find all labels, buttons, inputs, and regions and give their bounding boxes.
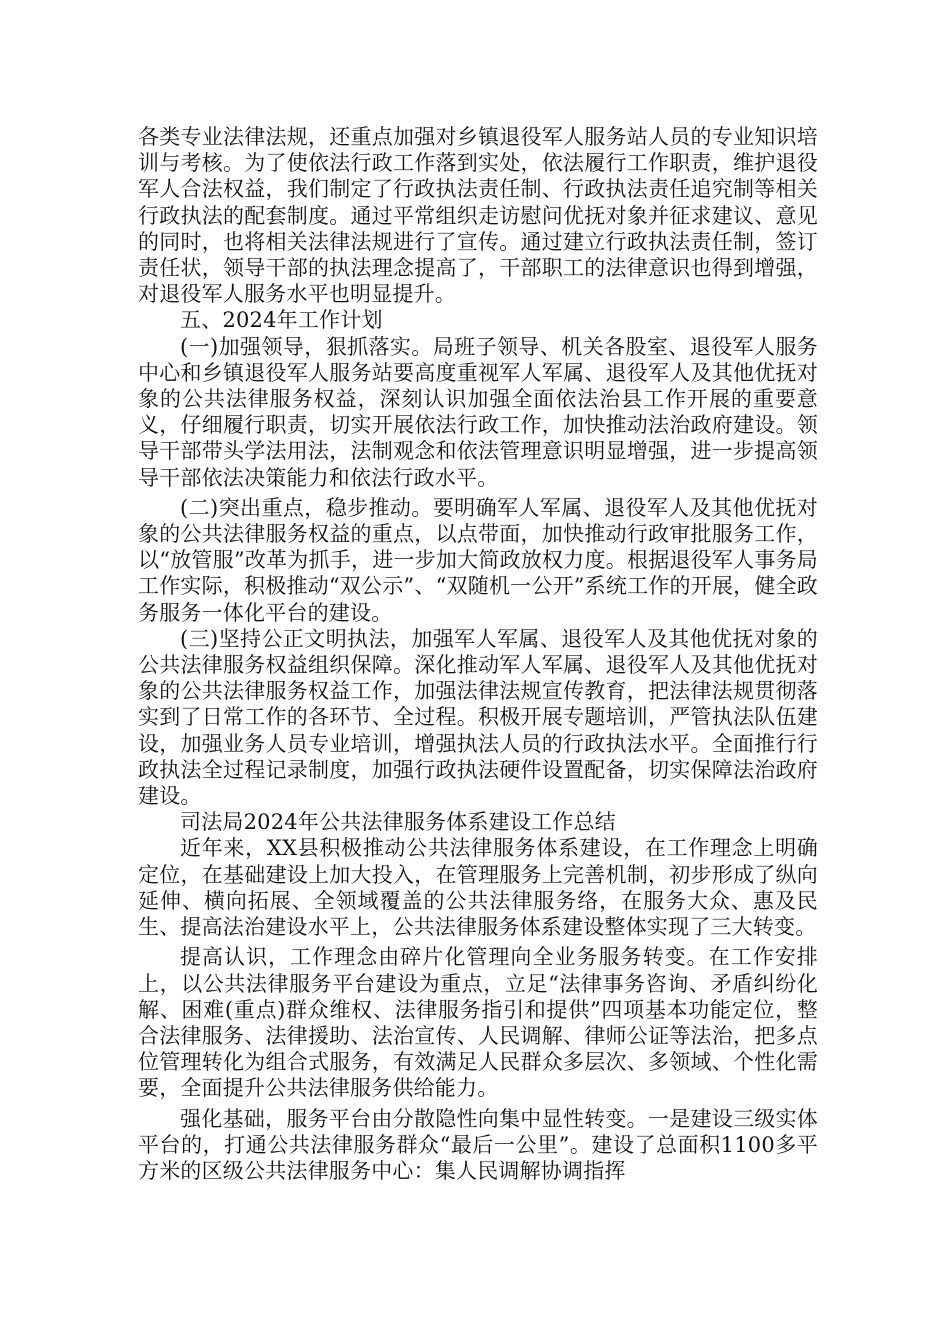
document-title: 司法局2024年公共法律服务体系建设工作总结 [180,810,616,835]
paragraph-foundation: 强化基础，服务平台由分散隐性向集中显性转变。一是建设三级实体平台的，打通公共法律服务群众“最后一公里”。建设了总面积1100多平方米的区级公共法律服务中心：集人民调解协调指挥 [138,1106,818,1183]
paragraph-plan-one: (一)加强领导，狠抓落实。局班子领导、机关各股室、退役军人服务中心和乡镇退役军人服务站要高度重视军人军属、退役军人及其他优抚对象的公共法律服务权益，深刻认识加强全面依法治县工作开展的重要意义，仔细履行职责，切实开展依法行政工作，加快推动法治政府建设。领导干部带头学法用法，法制观念和依法管理意识明显增强，进一步提高领导干部依法决策能力和依法行政水平。 [138,334,818,490]
paragraph-plan-two: (二)突出重点，稳步推动。要明确军人军属、退役军人及其他优抚对象的公共法律服务权益的重点，以点带面，加快推动行政审批服务工作，以“放管服”改革为抓手，进一步加大简政放权力度。根据退役军人事务局工作实际，积极推动“双公示”、“双随机一公开”系统工作的开展，健全政务服务一体化平台的建设。 [138,495,818,625]
paragraph-continued: 各类专业法律法规，还重点加强对乡镇退役军人服务站人员的专业知识培训与考核。为了使依法行政工作落到实处，依法履行工作职责，维护退役军人合法权益，我们制定了行政执法责任制、行政执法责任追究制等相关行政执法的配套制度。通过平常组织走访慰问优抚对象并征求建议、意见的同时，也将相关法律法规进行了宣传。通过建立行政执法责任制，签订责任状，领导干部的执法理念提高了，干部职工的法律意识也得到增强，对退役军人服务水平也明显提升。 [138,125,818,307]
paragraph-awareness: 提高认识，工作理念由碎片化管理向全业务服务转变。在工作安排上，以公共法律服务平台建设为重点，立足“法律事务咨询、矛盾纠纷化解、困难(重点)群众维权、法律服务指引和提供”四项基本功能定位，整合法律服务、法律援助、法治宣传、人民调解、律师公证等法治，把多点位管理转化为组合式服务，有效满足人民群众多层次、多领域、个性化需要，全面提升公共法律服务供给能力。 [138,945,818,1101]
paragraph-plan-three: (三)坚持公正文明执法，加强军人军属、退役军人及其他优抚对象的公共法律服务权益组织保障。深化推动军人军属、退役军人及其他优抚对象的公共法律服务权益工作，加强法律法规宣传教育，把法律法规贯彻落实到了日常工作的各环节、全过程。积极开展专题培训，严管执法队伍建设，加强业务人员专业培训，增强执法人员的行政执法水平。全面推行行政执法全过程记录制度，加强行政执法硬件设置配备，切实保障法治政府建设。 [138,626,818,809]
paragraph-intro: 近年来，XX县积极推动公共法律服务体系建设，在工作理念上明确定位，在基础建设上加大投入，在管理服务上完善机制，初步形成了纵向延伸、横向拓展、全领域覆盖的公共法律服务络，在服务大众、惠及民生、提高法治建设水平上，公共法律服务体系建设整体实现了三大转变。 [138,836,818,940]
document-page [138,124,818,1184]
section-heading-work-plan: 五、2024年工作计划 [180,308,383,333]
